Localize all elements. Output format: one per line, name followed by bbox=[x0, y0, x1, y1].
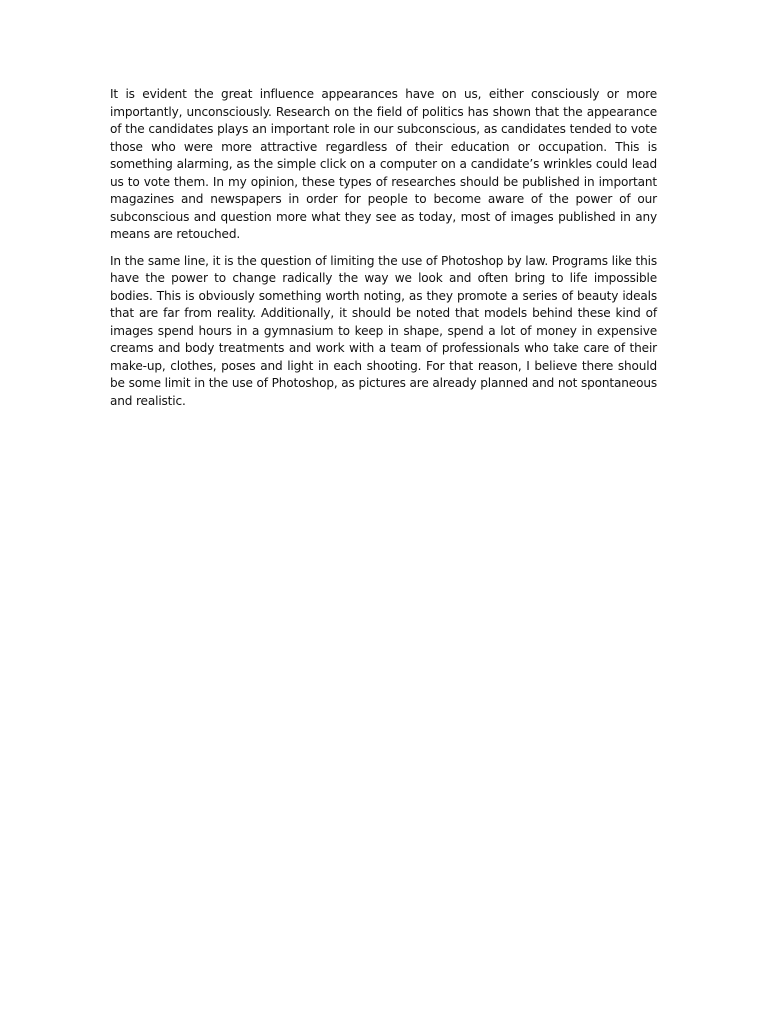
paragraph-2: In the same line, it is the question of limiting the use of Photoshop by law. Programs like this have the power to change radically the way we look and often bring to life impossible bodies. This is obviously something worth noting, as they promote a series of beauty ideals that are far from reality. Additionally, it should be noted that models behind these kind of images spend hours in a gymnasium to keep in shape, spend a lot of money in expensive creams and body treatments and work with a team of professionals who take care of their make-up, clothes, poses and light in each shooting. For that reason, I believe there should be some limit in the use of Photoshop, as pictures are already planned and not spontaneous and realistic. bbox=[110, 253, 657, 408]
document-body bbox=[110, 86, 657, 419]
paragraph-1: It is evident the great influence appearances have on us, either consciously or more importantly, unconsciously. Research on the field of politics has shown that the appearance of the candidates plays an important role in our subconscious, as candidates tended to vote those who were more attractive regardless of their education or occupation. This is something alarming, as the simple click on a computer on a candidate’s wrinkles could lead us to vote them. In my opinion, these types of researches should be published in important magazines and newspapers in order for people to become aware of the power of our subconscious and question more what they see as today, most of images published in any means are retouched. bbox=[110, 87, 657, 241]
